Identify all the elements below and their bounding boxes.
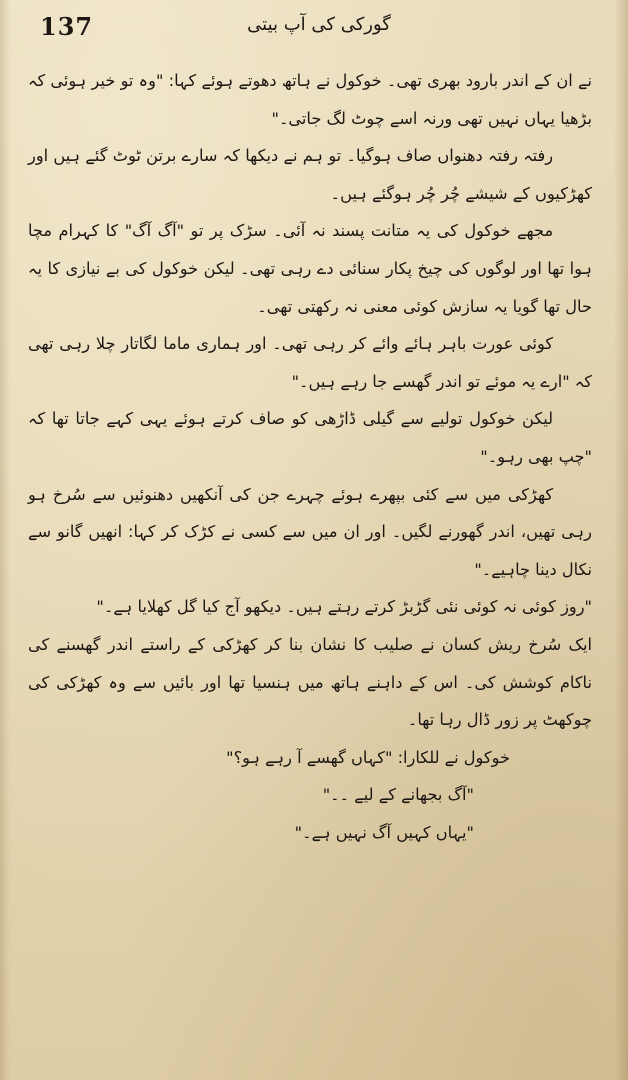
body-text <box>28 62 592 851</box>
paragraph: کوئی عورت باہر ہائے وائے کر رہی تھی۔ اور ہماری ماما لگاتار چلا رہی تھی کہ "ارے یہ موئے تو اندر گھسے جا رہے ہیں۔" <box>28 334 592 391</box>
paragraph: رفتہ رفتہ دھنواں صاف ہوگیا۔ تو ہم نے دیکھا کہ سارے برتن ٹوٹ گئے ہیں اور کھڑکیوں کے شیشے چُر چُر ہوگئے ہیں۔ <box>28 146 592 203</box>
paragraph: لیکن خوکول تولیے سے گیلی ڈاڑھی کو صاف کرتے ہوئے یہی کہے جاتا تھا کہ "چپ بھی رہو۔" <box>28 409 592 466</box>
page-left-shadow <box>0 0 10 1080</box>
page-right-shadow <box>614 0 628 1080</box>
paragraph: "روز کوئی نہ کوئی نئی گڑبڑ کرتے رہتے ہیں۔ دیکھو آج کیا گل کھلایا ہے۔" <box>96 597 592 617</box>
paragraph: ایک سُرخ ریش کسان نے صلیب کا نشان بنا کر کھڑکی کے راستے اندر گھسنے کی ناکام کوشش کی۔ اس کے داہنے ہاتھ میں ہنسیا تھا اور بائیں سے وہ کھڑکی کی چوکھٹ پر زور ڈال رہا تھا۔ <box>28 634 592 730</box>
dialogue-line: "آگ بجھانے کے لیے ۔۔" <box>322 785 474 805</box>
paragraph: مجھے خوکول کی یہ متانت پسند نہ آئی۔ سڑک پر تو "آگ آگ" کا کہرام مچا ہوا تھا اور لوگوں کی چیخ پکار سنائی دے رہی تھی۔ لیکن خوکول کی بے نیازی کا یہ حال تھا گویا یہ سازش کوئی معنی نہ رکھتی تھی۔ <box>28 221 592 316</box>
running-title: گورکی کی آپ بیتی <box>247 14 391 35</box>
paragraph: نے ان کے اندر بارود بھری تھی۔ خوکول نے ہاتھ دھوتے ہوئے کہا: "وہ تو خیر ہوئی کہ بڑھیا یہاں نہیں تھی ورنہ اسے چوٹ لگ جاتی۔" <box>28 71 592 128</box>
dialogue-line: خوکول نے للکارا: "کہاں گھسے آ رہے ہو؟" <box>226 747 510 767</box>
paragraph: کھڑکی میں سے کئی بپھرے ہوئے چہرے جن کی آنکھیں دھنوئیں سے سُرخ ہو رہی تھیں، اندر گھورنے لگیں۔ اور ان میں سے کسی نے کڑک کر کہا: انھیں گانو سے نکال دینا چاہیے۔" <box>28 484 592 579</box>
dialogue-line: "یہاں کہیں آگ نہیں ہے۔" <box>294 822 474 842</box>
page-number: 137 <box>40 12 94 41</box>
page-header <box>40 10 598 50</box>
